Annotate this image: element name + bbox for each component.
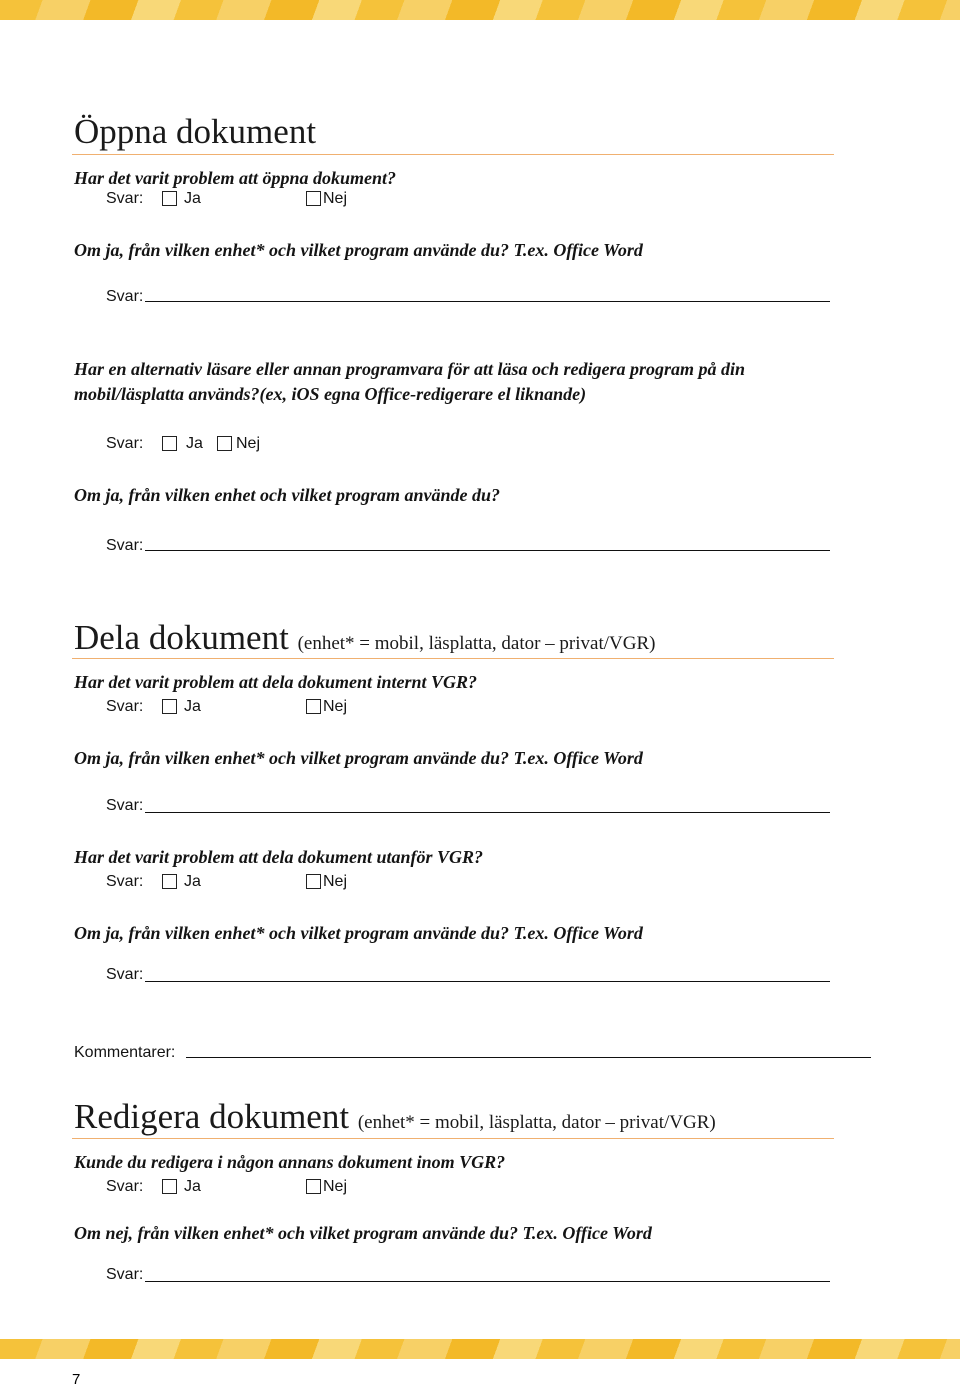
decorative-top-band: [0, 0, 960, 20]
question-open-device: Om ja, från vilken enhet* och vilket program använde du? T.ex. Office Word: [74, 240, 643, 260]
no-checkbox[interactable]: [217, 436, 232, 451]
yes-label: Ja: [186, 435, 203, 452]
section-title-open: Öppna dokument: [74, 112, 317, 151]
no-label: Nej: [323, 873, 348, 890]
yes-label: Ja: [184, 873, 201, 890]
section-subtitle: (enhet* = mobil, läsplatta, dator – privat/VGR): [297, 633, 656, 654]
answer-field[interactable]: [145, 981, 830, 982]
answer-field[interactable]: [145, 301, 830, 302]
answer-label: Svar:: [106, 537, 144, 554]
question-alt-reader-device: Om ja, från vilken enhet och vilket program använde du?: [74, 485, 501, 505]
no-checkbox[interactable]: [306, 191, 321, 206]
no-label: Nej: [323, 698, 348, 715]
question-share-external: Har det varit problem att dela dokument utanför VGR?: [74, 847, 484, 867]
section-title-edit: [74, 1099, 716, 1134]
section-title-share: [74, 620, 655, 655]
question-share-internal-device: Om ja, från vilken enhet* och vilket program använde du? T.ex. Office Word: [74, 748, 643, 768]
section-divider: [72, 1138, 834, 1139]
no-checkbox[interactable]: [306, 874, 321, 889]
yes-checkbox[interactable]: [162, 436, 177, 451]
comments-field[interactable]: [186, 1057, 871, 1058]
answer-label: Svar:: [106, 190, 144, 207]
section-title-text: Redigera dokument: [74, 1097, 350, 1136]
section-divider: [72, 658, 834, 659]
decorative-bottom-band: [0, 1339, 960, 1359]
yes-checkbox[interactable]: [162, 1179, 177, 1194]
answer-label: Svar:: [106, 288, 144, 305]
answer-field[interactable]: [145, 550, 830, 551]
question-open-problem: Har det varit problem att öppna dokument?: [74, 168, 397, 188]
yes-checkbox[interactable]: [162, 874, 177, 889]
answer-label: Svar:: [106, 797, 144, 814]
comments-label: Kommentarer:: [74, 1044, 176, 1061]
answer-field[interactable]: [145, 1281, 830, 1282]
answer-label: Svar:: [106, 435, 144, 452]
section-title-text: Dela dokument: [74, 618, 289, 657]
answer-label: Svar:: [106, 873, 144, 890]
yes-checkbox[interactable]: [162, 191, 177, 206]
section-divider: [72, 154, 834, 155]
question-alt-reader-line1: Har en alternativ läsare eller annan programvara för att läsa och redigera program på din: [74, 359, 746, 379]
question-share-internal: Har det varit problem att dela dokument internt VGR?: [74, 672, 478, 692]
answer-label: Svar:: [106, 698, 144, 715]
answer-label: Svar:: [106, 1178, 144, 1195]
no-checkbox[interactable]: [306, 699, 321, 714]
no-checkbox[interactable]: [306, 1179, 321, 1194]
question-alt-reader-line2: mobil/läsplatta används?(ex, iOS egna Office-redigerare el liknande): [74, 384, 587, 404]
section-subtitle: (enhet* = mobil, läsplatta, dator – privat/VGR): [357, 1112, 716, 1133]
no-label: Nej: [323, 190, 348, 207]
no-label: Nej: [236, 435, 261, 452]
question-edit-others: Kunde du redigera i någon annans dokument inom VGR?: [74, 1152, 506, 1172]
answer-label: Svar:: [106, 1266, 144, 1283]
question-share-external-device: Om ja, från vilken enhet* och vilket program använde du? T.ex. Office Word: [74, 923, 643, 943]
yes-label: Ja: [184, 698, 201, 715]
question-edit-device: Om nej, från vilken enhet* och vilket program använde du? T.ex. Office Word: [74, 1223, 652, 1243]
no-label: Nej: [323, 1178, 348, 1195]
page-number: 7: [72, 1371, 81, 1388]
answer-field[interactable]: [145, 812, 830, 813]
yes-label: Ja: [184, 1178, 201, 1195]
answer-label: Svar:: [106, 966, 144, 983]
yes-checkbox[interactable]: [162, 699, 177, 714]
yes-label: Ja: [184, 190, 201, 207]
